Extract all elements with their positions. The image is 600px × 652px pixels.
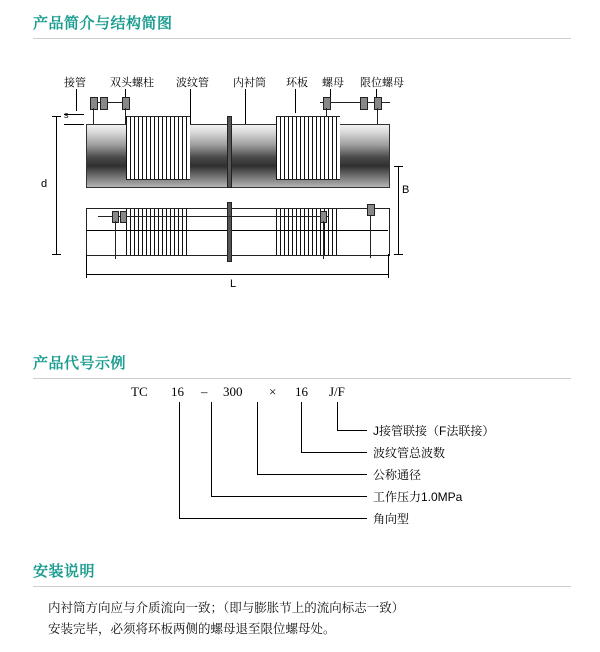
code-leader-diameter xyxy=(257,402,258,474)
dim-label-d: d xyxy=(41,178,48,190)
callout-label-ring-plate: 环板 xyxy=(286,77,308,89)
code-leader-waves xyxy=(301,402,302,452)
section-install-header xyxy=(33,560,571,587)
install-note-line-1: 内衬筒方向应与介质流向一致；（即与膨胀节上的流向标志一致） xyxy=(48,601,405,615)
code-token-dash: – xyxy=(201,384,208,399)
callout-label-liner: 内衬筒 xyxy=(233,77,266,89)
code-desc-waves: 波纹管总波数 xyxy=(373,446,446,460)
code-token-series: TC xyxy=(131,384,148,399)
product-structure-diagram xyxy=(30,58,570,308)
section-install-divider xyxy=(33,586,571,587)
rod-vertical-outline-1 xyxy=(115,221,116,259)
section-install-title: 安装说明 xyxy=(33,563,96,580)
section-code-divider xyxy=(33,378,571,379)
bellows-left-section xyxy=(126,116,190,180)
dim-B-line xyxy=(398,166,399,254)
dim-L-ext-right xyxy=(388,254,389,278)
callout-leader-3 xyxy=(190,89,191,125)
dim-label-L: L xyxy=(230,278,237,290)
code-desc-type: 角向型 xyxy=(373,512,410,526)
callout-label-bellows: 波纹管 xyxy=(176,77,209,89)
code-leader-pressure-h xyxy=(211,496,367,497)
nut-top-right-3 xyxy=(374,97,382,110)
dim-B-tick-top xyxy=(394,166,403,167)
product-code-example xyxy=(33,380,571,540)
code-token-pressure: 16 xyxy=(171,384,184,399)
nut-top-right-2 xyxy=(360,97,368,110)
dim-d-tick-bottom xyxy=(52,254,61,255)
code-token-diameter: 300 xyxy=(223,384,243,399)
nut-outline-2 xyxy=(120,211,127,223)
section-intro-title: 产品简介与结构简图 xyxy=(33,15,173,32)
code-leader-type-h xyxy=(179,518,367,519)
nut-top-left-2 xyxy=(100,97,108,110)
install-notes xyxy=(48,598,568,640)
callout-leader-1 xyxy=(76,89,77,111)
code-leader-waves-h xyxy=(301,452,367,453)
section-intro-header xyxy=(33,12,571,39)
callout-leader-5 xyxy=(295,89,296,113)
code-token-joint: J/F xyxy=(329,384,345,399)
section-intro-divider xyxy=(33,38,571,39)
section-code-header xyxy=(33,352,571,379)
callout-label-double-end-stud: 双头螺柱 xyxy=(110,77,154,89)
code-desc-joint: J接管联接（F法联接） xyxy=(373,424,495,438)
nut-top-left-1 xyxy=(90,97,98,110)
ring-plate-center xyxy=(227,116,232,188)
code-leader-joint xyxy=(337,402,338,430)
code-desc-diameter: 公称通径 xyxy=(373,468,422,482)
stud-vertical-left-1 xyxy=(93,108,94,124)
callout-label-limit-nut: 限位螺母 xyxy=(360,77,404,89)
rod-vertical-outline-2 xyxy=(323,221,324,259)
install-note-line-2: 安装完毕，必须将环板两侧的螺母退至限位螺母处。 xyxy=(48,622,336,636)
code-leader-pressure xyxy=(211,402,212,496)
centerline-outline xyxy=(86,230,388,231)
dim-B-tick-bottom xyxy=(394,254,403,255)
bellows-right-section xyxy=(276,116,340,180)
code-desc-pressure: 工作压力1.0MPa xyxy=(373,490,463,504)
callout-label-connecting-pipe: 接管 xyxy=(64,77,86,89)
code-token-times: × xyxy=(269,384,277,399)
code-leader-joint-h xyxy=(337,430,367,431)
nut-top-left-3 xyxy=(122,97,130,110)
ring-plate-outline xyxy=(227,202,232,262)
code-token-waves: 16 xyxy=(295,384,308,399)
dim-d-line xyxy=(56,116,57,254)
callout-label-nut: 螺母 xyxy=(322,77,344,89)
nut-top-right-1 xyxy=(323,97,331,110)
dim-d-tick-top xyxy=(52,116,61,117)
code-leader-diameter-h xyxy=(257,474,367,475)
tie-rod-outline-top xyxy=(98,216,328,217)
nut-outline-4 xyxy=(367,204,375,216)
stud-vertical-right-2 xyxy=(377,108,378,124)
dim-L-line xyxy=(86,274,388,275)
dim-label-B: B xyxy=(402,184,410,196)
dim-s-tick-bottom xyxy=(64,124,84,125)
dim-label-s: s xyxy=(64,110,69,120)
section-code-title: 产品代号示例 xyxy=(33,355,127,372)
code-leader-type xyxy=(179,402,180,518)
